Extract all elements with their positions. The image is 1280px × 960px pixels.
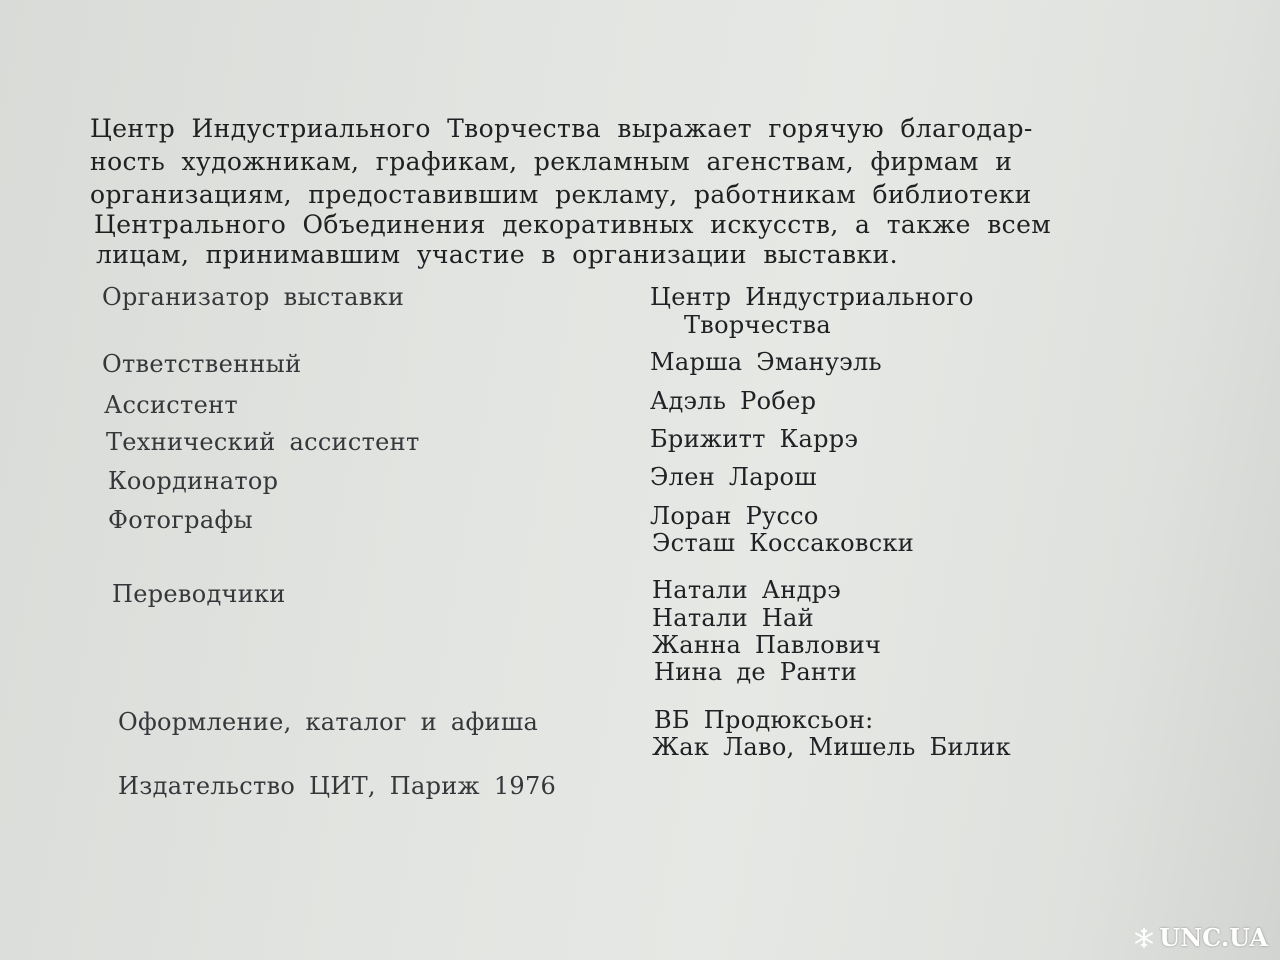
design-value: Жак Лаво, Мишель Билик [652,733,1011,761]
translators-value: Жанна Павлович [652,631,882,659]
organizer-value: Центр Индустриального [650,283,974,311]
assistant-label: Ассистент [104,391,238,419]
photographers-value: Лоран Руссо [650,502,819,530]
translators-value: Натали Андрэ [652,576,842,604]
photographers-label: Фотографы [108,506,253,534]
coordinator-label: Координатор [108,467,279,495]
translators-value: Нина де Ранти [654,658,858,686]
coordinator-value: Элен Ларош [650,463,817,491]
intro-line: Центр Индустриального Творчества выражает горячую благодар- [90,114,1033,143]
design-value: ВБ Продюксьон: [654,706,874,734]
site-watermark [1133,923,1268,952]
snowflake-icon [1133,927,1155,949]
tech-assistant-label: Технический ассистент [106,428,420,456]
intro-line: Центрального Объединения декоративных искусств, а также всем [94,210,1052,239]
publisher-line: Издательство ЦИТ, Париж 1976 [118,772,557,800]
translators-label: Переводчики [112,580,286,608]
intro-line: лицам, принимавшим участие в организации выставки. [96,240,898,269]
intro-line: ность художникам, графикам, рекламным агенствам, фирмам и [90,147,1013,176]
organizer-label: Организатор выставки [102,283,405,311]
photographers-value: Эсташ Коссаковски [652,529,915,557]
assistant-value: Адэль Робер [650,387,817,415]
design-label: Оформление, каталог и афиша [118,708,539,736]
translators-value: Натали Най [652,604,814,632]
tech-assistant-value: Брижитт Каррэ [650,425,859,453]
organizer-value: Творчества [684,311,831,339]
responsible-label: Ответственный [102,350,302,378]
responsible-value: Марша Эмануэль [650,348,882,376]
watermark-text: UNC.UA [1159,923,1268,952]
intro-line: организациям, предоставившим рекламу, работникам библиотеки [90,180,1032,209]
